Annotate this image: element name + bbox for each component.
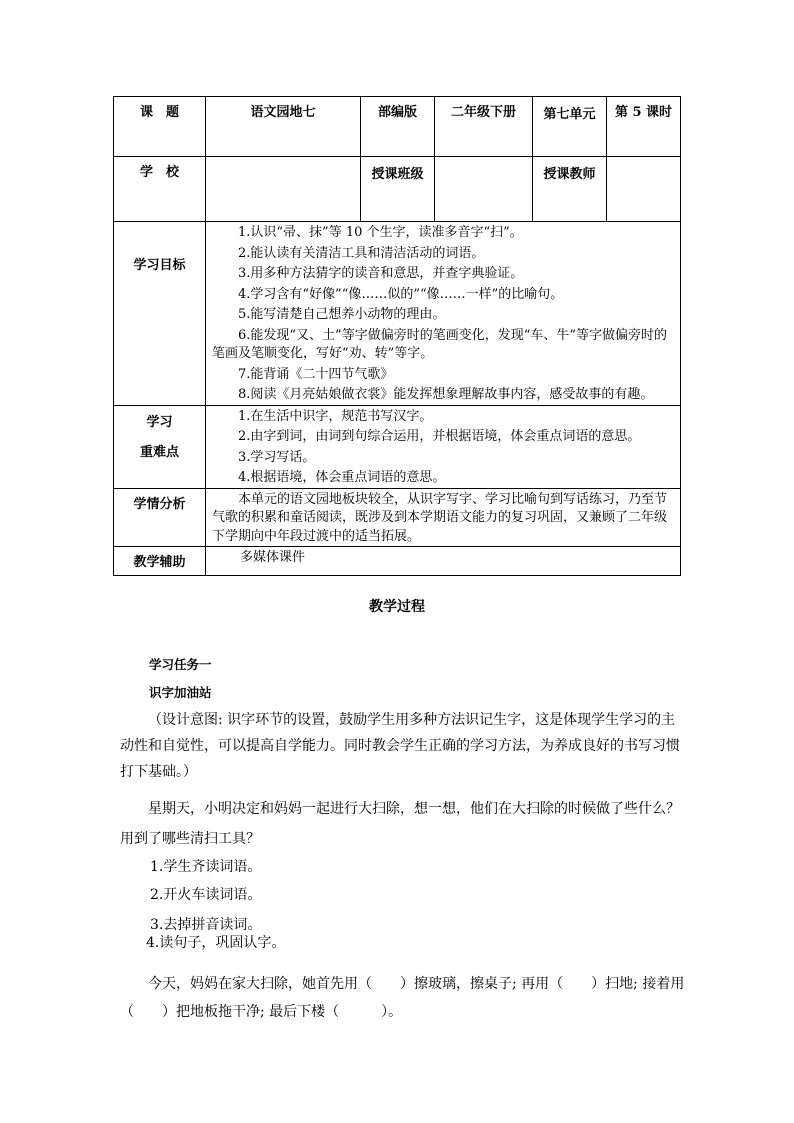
lesson-info-table [113, 96, 681, 576]
subtitle-heading [149, 683, 715, 701]
objectives-content [206, 222, 681, 406]
analysis-label: 学情分析 [114, 488, 206, 547]
objective-item: 7.能背诵《二十四节气歌》 [238, 366, 394, 382]
question-text: 星期天，小明决定和妈妈一起进行大扫除，想一想，他们在大扫除的时候做了些什么？用到了哪些清扫工具？ [120, 801, 680, 847]
process-title: 教学过程 [369, 599, 425, 615]
key-point-item: 1.在生活中识字，规范书写汉字。 [238, 408, 433, 424]
objective-item: 2.能认读有关清洁工具和清洁活动的词语。 [238, 245, 485, 261]
step-item: 1.学生齐读词语。 [150, 859, 262, 875]
analysis-content [206, 488, 681, 547]
design-text: （设计意图: 识字环节的设置，鼓励学生用多种方法识记生字，这是体现学生学习的主动性和自觉性，可以提高自学能力。同时教会学生正确的学习方法，为养成良好的书写习惯打下基础。） [120, 712, 680, 780]
exercise-block [120, 970, 686, 1026]
edition-value: 部编版 [361, 97, 435, 157]
topic-label: 课 题 [114, 97, 206, 157]
aids-content [206, 547, 681, 576]
objective-item: 6.能发现“又、土”等字做偏旁时的笔画变化，发现“车、牛”等字做偏旁时的笔画及笔顺变化，写好“劝、转”等字。 [212, 327, 667, 361]
key-points-content [206, 405, 681, 488]
key-points-label-line2: 重难点 [139, 444, 179, 460]
teacher-value [607, 157, 681, 222]
lesson-value: 第 5 课时 [607, 97, 681, 157]
steps-list [150, 853, 716, 939]
objective-item: 3.用多种方法猜字的读音和意思，并查字典验证。 [238, 266, 524, 281]
aids-text: 多媒体课件 [240, 550, 306, 565]
key-points-label [114, 405, 206, 488]
class-value [435, 157, 533, 222]
step-item: 3.去掉拼音读词。 [150, 917, 262, 933]
key-point-item: 2.由字到词，由词到句综合运用，并根据语境，体会重点词语的意思。 [238, 429, 641, 444]
exercise-text: 今天，妈妈在家大扫除，她首先用（ ）擦玻璃，擦桌子; 再用（ ）扫地; 接着用（ ）把地板拖干净; 最后下楼（ ）。 [120, 976, 685, 1020]
grade-value: 二年级下册 [435, 97, 533, 157]
topic-value: 语文园地七 [206, 97, 361, 157]
school-value [206, 157, 361, 222]
task-heading [149, 655, 715, 673]
analysis-text: 本单元的语文园地板块较全，从识字写字、学习比喻句到写话练习，乃至节气歌的积累和童话阅读，既涉及到本学期语文能力的复习巩固，又兼顾了二年级下学期向中年段过渡中的适当拓展。 [212, 491, 668, 544]
key-points-label-line1: 学习 [146, 414, 173, 430]
objective-item: 5.能写清楚自己想养小动物的理由。 [238, 307, 446, 322]
question-block [120, 794, 686, 854]
objective-item: 4.学习含有“好像”“像……似的”“像……一样”的比喻句。 [238, 286, 564, 302]
objective-item: 1.认识“帚、抹”等 10 个生字，读准多音字“扫”。 [238, 225, 523, 240]
key-point-item: 4.根据语境，体会重点词语的意思。 [238, 470, 446, 485]
objective-item: 8.阅读《月亮姑娘做衣裳》能发挥想象理解故事内容，感受故事的有趣。 [238, 387, 654, 402]
objectives-label: 学习目标 [114, 222, 206, 406]
subtitle-label: 识字加油站 [149, 685, 212, 700]
task-label: 学习任务一 [149, 657, 212, 672]
step-4-row [146, 932, 712, 954]
unit-value: 第七单元 [533, 97, 607, 157]
class-label: 授课班级 [361, 157, 435, 222]
aids-label: 教学辅助 [114, 547, 206, 576]
step-item: 2.开火车读词语。 [150, 887, 262, 903]
step-item: 4.读句子，巩固认字。 [146, 935, 286, 951]
teacher-label: 授课教师 [533, 157, 607, 222]
school-label: 学 校 [114, 157, 206, 222]
key-point-item: 3.学习写话。 [238, 449, 316, 465]
design-intent [120, 707, 686, 785]
